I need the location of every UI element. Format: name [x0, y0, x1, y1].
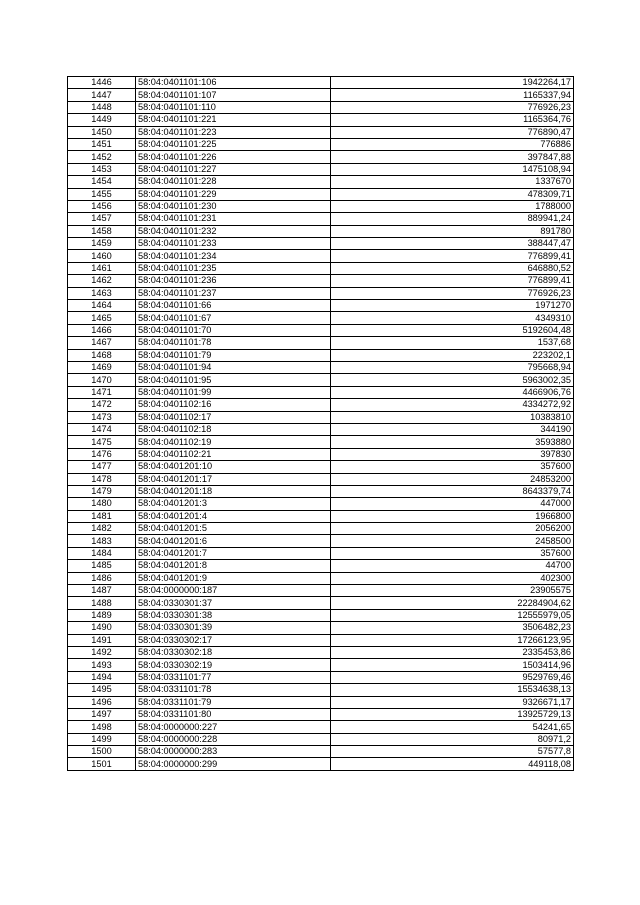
row-number-cell: 1481: [68, 510, 136, 522]
value-cell: 1966800: [331, 510, 574, 522]
cadastral-number-cell: 58:04:0401201:18: [136, 485, 331, 497]
value-cell: 891780: [331, 225, 574, 237]
row-number-cell: 1482: [68, 523, 136, 535]
table-row: [68, 163, 574, 175]
value-cell: 4466906,76: [331, 386, 574, 398]
table-row: [68, 671, 574, 683]
value-cell: 5192604,48: [331, 324, 574, 336]
cadastral-number-cell: 58:04:0401101:234: [136, 250, 331, 262]
row-number-cell: 1453: [68, 163, 136, 175]
value-cell: 1537,68: [331, 337, 574, 349]
row-number-cell: 1468: [68, 349, 136, 361]
value-cell: 3593880: [331, 436, 574, 448]
row-number-cell: 1500: [68, 746, 136, 758]
row-number-cell: 1486: [68, 572, 136, 584]
value-cell: 402300: [331, 572, 574, 584]
cadastral-number-cell: 58:04:0330302:19: [136, 659, 331, 671]
row-number-cell: 1480: [68, 498, 136, 510]
row-number-cell: 1447: [68, 89, 136, 101]
cadastral-number-cell: 58:04:0000000:227: [136, 721, 331, 733]
table-row: [68, 585, 574, 597]
value-cell: 3506482,23: [331, 622, 574, 634]
value-cell: 1503414,96: [331, 659, 574, 671]
row-number-cell: 1472: [68, 399, 136, 411]
row-number-cell: 1464: [68, 300, 136, 312]
row-number-cell: 1483: [68, 535, 136, 547]
value-cell: 44700: [331, 560, 574, 572]
cadastral-number-cell: 58:04:0401201:4: [136, 510, 331, 522]
row-number-cell: 1450: [68, 126, 136, 138]
value-cell: 2335453,86: [331, 646, 574, 658]
value-cell: 397830: [331, 448, 574, 460]
cadastral-number-cell: 58:04:0401101:228: [136, 176, 331, 188]
cadastral-number-cell: 58:04:0401102:18: [136, 423, 331, 435]
table-row: [68, 423, 574, 435]
table-row: [68, 126, 574, 138]
value-cell: 12555979,05: [331, 609, 574, 621]
value-cell: 8643379,74: [331, 485, 574, 497]
cadastral-number-cell: 58:04:0401101:227: [136, 163, 331, 175]
table-row: [68, 622, 574, 634]
value-cell: 776890,47: [331, 126, 574, 138]
row-number-cell: 1449: [68, 114, 136, 126]
cadastral-number-cell: 58:04:0401101:79: [136, 349, 331, 361]
table-row: [68, 188, 574, 200]
table-row: [68, 485, 574, 497]
row-number-cell: 1454: [68, 176, 136, 188]
row-number-cell: 1457: [68, 213, 136, 225]
cadastral-number-cell: 58:04:0330301:38: [136, 609, 331, 621]
cadastral-number-cell: 58:04:0401101:94: [136, 361, 331, 373]
value-cell: 1475108,94: [331, 163, 574, 175]
cadastral-number-cell: 58:04:0401101:232: [136, 225, 331, 237]
table-row: [68, 708, 574, 720]
table-row: [68, 560, 574, 572]
value-cell: 776926,23: [331, 287, 574, 299]
row-number-cell: 1484: [68, 547, 136, 559]
table-row: [68, 399, 574, 411]
table-body: [68, 77, 574, 771]
row-number-cell: 1475: [68, 436, 136, 448]
table-row: [68, 225, 574, 237]
row-number-cell: 1461: [68, 262, 136, 274]
cadastral-number-cell: 58:04:0401201:17: [136, 473, 331, 485]
row-number-cell: 1446: [68, 77, 136, 89]
table-row: [68, 287, 574, 299]
row-number-cell: 1490: [68, 622, 136, 634]
table-row: [68, 646, 574, 658]
value-cell: 4349310: [331, 312, 574, 324]
table-row: [68, 138, 574, 150]
cadastral-number-cell: 58:04:0401102:17: [136, 411, 331, 423]
value-cell: 447000: [331, 498, 574, 510]
value-cell: 449118,08: [331, 758, 574, 770]
cadastral-number-cell: 58:04:0331101:80: [136, 708, 331, 720]
cadastral-number-cell: 58:04:0401201:3: [136, 498, 331, 510]
row-number-cell: 1474: [68, 423, 136, 435]
cadastral-number-cell: 58:04:0401101:95: [136, 374, 331, 386]
cadastral-number-cell: 58:04:0401101:70: [136, 324, 331, 336]
row-number-cell: 1470: [68, 374, 136, 386]
value-cell: 5963002,35: [331, 374, 574, 386]
cadastral-number-cell: 58:04:0401201:5: [136, 523, 331, 535]
row-number-cell: 1459: [68, 238, 136, 250]
value-cell: 54241,65: [331, 721, 574, 733]
table-row: [68, 114, 574, 126]
row-number-cell: 1466: [68, 324, 136, 336]
table-row: [68, 176, 574, 188]
table-row: [68, 572, 574, 584]
cadastral-number-cell: 58:04:0401101:231: [136, 213, 331, 225]
data-table: [67, 76, 574, 771]
table-row: [68, 337, 574, 349]
table-row: [68, 510, 574, 522]
cadastral-number-cell: 58:04:0401102:19: [136, 436, 331, 448]
table-row: [68, 238, 574, 250]
cadastral-number-cell: 58:04:0401101:221: [136, 114, 331, 126]
row-number-cell: 1471: [68, 386, 136, 398]
value-cell: 795668,94: [331, 361, 574, 373]
cadastral-number-cell: 58:04:0401101:236: [136, 275, 331, 287]
cadastral-number-cell: 58:04:0401201:6: [136, 535, 331, 547]
row-number-cell: 1469: [68, 361, 136, 373]
value-cell: 776926,23: [331, 101, 574, 113]
table-row: [68, 597, 574, 609]
cadastral-number-cell: 58:04:0000000:283: [136, 746, 331, 758]
cadastral-number-cell: 58:04:0401101:235: [136, 262, 331, 274]
row-number-cell: 1497: [68, 708, 136, 720]
value-cell: 1165337,94: [331, 89, 574, 101]
cadastral-number-cell: 58:04:0000000:299: [136, 758, 331, 770]
row-number-cell: 1452: [68, 151, 136, 163]
value-cell: 388447,47: [331, 238, 574, 250]
row-number-cell: 1455: [68, 188, 136, 200]
table-row: [68, 659, 574, 671]
cadastral-number-cell: 58:04:0000000:187: [136, 585, 331, 597]
value-cell: 344190: [331, 423, 574, 435]
value-cell: 646880,52: [331, 262, 574, 274]
row-number-cell: 1456: [68, 200, 136, 212]
cadastral-number-cell: 58:04:0401101:225: [136, 138, 331, 150]
value-cell: 478309,71: [331, 188, 574, 200]
value-cell: 357600: [331, 461, 574, 473]
table-row: [68, 436, 574, 448]
row-number-cell: 1491: [68, 634, 136, 646]
cadastral-number-cell: 58:04:0401101:230: [136, 200, 331, 212]
value-cell: 9529769,46: [331, 671, 574, 683]
table-row: [68, 696, 574, 708]
table-row: [68, 746, 574, 758]
cadastral-number-cell: 58:04:0401101:99: [136, 386, 331, 398]
value-cell: 2458500: [331, 535, 574, 547]
row-number-cell: 1501: [68, 758, 136, 770]
table-row: [68, 349, 574, 361]
table-row: [68, 498, 574, 510]
cadastral-number-cell: 58:04:0401101:106: [136, 77, 331, 89]
row-number-cell: 1495: [68, 684, 136, 696]
value-cell: 22284904,62: [331, 597, 574, 609]
table-row: [68, 758, 574, 770]
table-row: [68, 77, 574, 89]
row-number-cell: 1458: [68, 225, 136, 237]
row-number-cell: 1465: [68, 312, 136, 324]
cadastral-number-cell: 58:04:0401101:237: [136, 287, 331, 299]
cadastral-number-cell: 58:04:0401101:223: [136, 126, 331, 138]
row-number-cell: 1492: [68, 646, 136, 658]
cadastral-number-cell: 58:04:0401201:7: [136, 547, 331, 559]
row-number-cell: 1477: [68, 461, 136, 473]
table-row: [68, 411, 574, 423]
table-row: [68, 89, 574, 101]
value-cell: 4334272,92: [331, 399, 574, 411]
value-cell: 23905575: [331, 585, 574, 597]
row-number-cell: 1476: [68, 448, 136, 460]
value-cell: 357600: [331, 547, 574, 559]
table-row: [68, 448, 574, 460]
table-row: [68, 535, 574, 547]
value-cell: 1971270: [331, 300, 574, 312]
row-number-cell: 1479: [68, 485, 136, 497]
value-cell: 10383810: [331, 411, 574, 423]
table-row: [68, 733, 574, 745]
cadastral-number-cell: 58:04:0331101:79: [136, 696, 331, 708]
cadastral-number-cell: 58:04:0401102:21: [136, 448, 331, 460]
cadastral-number-cell: 58:04:0331101:77: [136, 671, 331, 683]
table-row: [68, 213, 574, 225]
cadastral-number-cell: 58:04:0401201:9: [136, 572, 331, 584]
table-row: [68, 151, 574, 163]
value-cell: 80971,2: [331, 733, 574, 745]
table-row: [68, 684, 574, 696]
table-row: [68, 324, 574, 336]
row-number-cell: 1493: [68, 659, 136, 671]
cadastral-number-cell: 58:04:0000000:228: [136, 733, 331, 745]
table-row: [68, 523, 574, 535]
cadastral-number-cell: 58:04:0401101:107: [136, 89, 331, 101]
cadastral-number-cell: 58:04:0401101:226: [136, 151, 331, 163]
cadastral-number-cell: 58:04:0401101:229: [136, 188, 331, 200]
value-cell: 1788000: [331, 200, 574, 212]
row-number-cell: 1494: [68, 671, 136, 683]
table-row: [68, 386, 574, 398]
value-cell: 889941,24: [331, 213, 574, 225]
table-row: [68, 634, 574, 646]
cadastral-number-cell: 58:04:0401201:10: [136, 461, 331, 473]
value-cell: 9326671,17: [331, 696, 574, 708]
row-number-cell: 1451: [68, 138, 136, 150]
value-cell: 17266123,95: [331, 634, 574, 646]
table-row: [68, 361, 574, 373]
value-cell: 57577,8: [331, 746, 574, 758]
cadastral-number-cell: 58:04:0401101:233: [136, 238, 331, 250]
row-number-cell: 1488: [68, 597, 136, 609]
cadastral-number-cell: 58:04:0401101:67: [136, 312, 331, 324]
table-row: [68, 721, 574, 733]
row-number-cell: 1489: [68, 609, 136, 621]
table-row: [68, 312, 574, 324]
row-number-cell: 1463: [68, 287, 136, 299]
value-cell: 223202,1: [331, 349, 574, 361]
value-cell: 776899,41: [331, 275, 574, 287]
value-cell: 13925729,13: [331, 708, 574, 720]
row-number-cell: 1485: [68, 560, 136, 572]
value-cell: 1337670: [331, 176, 574, 188]
cadastral-number-cell: 58:04:0330301:39: [136, 622, 331, 634]
row-number-cell: 1496: [68, 696, 136, 708]
value-cell: 1942264,17: [331, 77, 574, 89]
row-number-cell: 1478: [68, 473, 136, 485]
value-cell: 397847,88: [331, 151, 574, 163]
cadastral-number-cell: 58:04:0401201:8: [136, 560, 331, 572]
row-number-cell: 1473: [68, 411, 136, 423]
table-row: [68, 461, 574, 473]
value-cell: 24853200: [331, 473, 574, 485]
cadastral-number-cell: 58:04:0401101:66: [136, 300, 331, 312]
value-cell: 776899,41: [331, 250, 574, 262]
row-number-cell: 1460: [68, 250, 136, 262]
table-row: [68, 609, 574, 621]
table-row: [68, 101, 574, 113]
table-row: [68, 250, 574, 262]
cadastral-number-cell: 58:04:0331101:78: [136, 684, 331, 696]
value-cell: 776886: [331, 138, 574, 150]
table-row: [68, 547, 574, 559]
table-row: [68, 374, 574, 386]
cadastral-number-cell: 58:04:0330301:37: [136, 597, 331, 609]
row-number-cell: 1448: [68, 101, 136, 113]
row-number-cell: 1467: [68, 337, 136, 349]
value-cell: 15534638,13: [331, 684, 574, 696]
table-row: [68, 262, 574, 274]
table-row: [68, 300, 574, 312]
table-row: [68, 200, 574, 212]
cadastral-number-cell: 58:04:0330302:17: [136, 634, 331, 646]
row-number-cell: 1462: [68, 275, 136, 287]
value-cell: 2056200: [331, 523, 574, 535]
table-row: [68, 275, 574, 287]
table-row: [68, 473, 574, 485]
row-number-cell: 1499: [68, 733, 136, 745]
row-number-cell: 1498: [68, 721, 136, 733]
row-number-cell: 1487: [68, 585, 136, 597]
cadastral-number-cell: 58:04:0401101:78: [136, 337, 331, 349]
value-cell: 1165364,76: [331, 114, 574, 126]
cadastral-number-cell: 58:04:0330302:18: [136, 646, 331, 658]
cadastral-number-cell: 58:04:0401101:110: [136, 101, 331, 113]
cadastral-number-cell: 58:04:0401102:16: [136, 399, 331, 411]
